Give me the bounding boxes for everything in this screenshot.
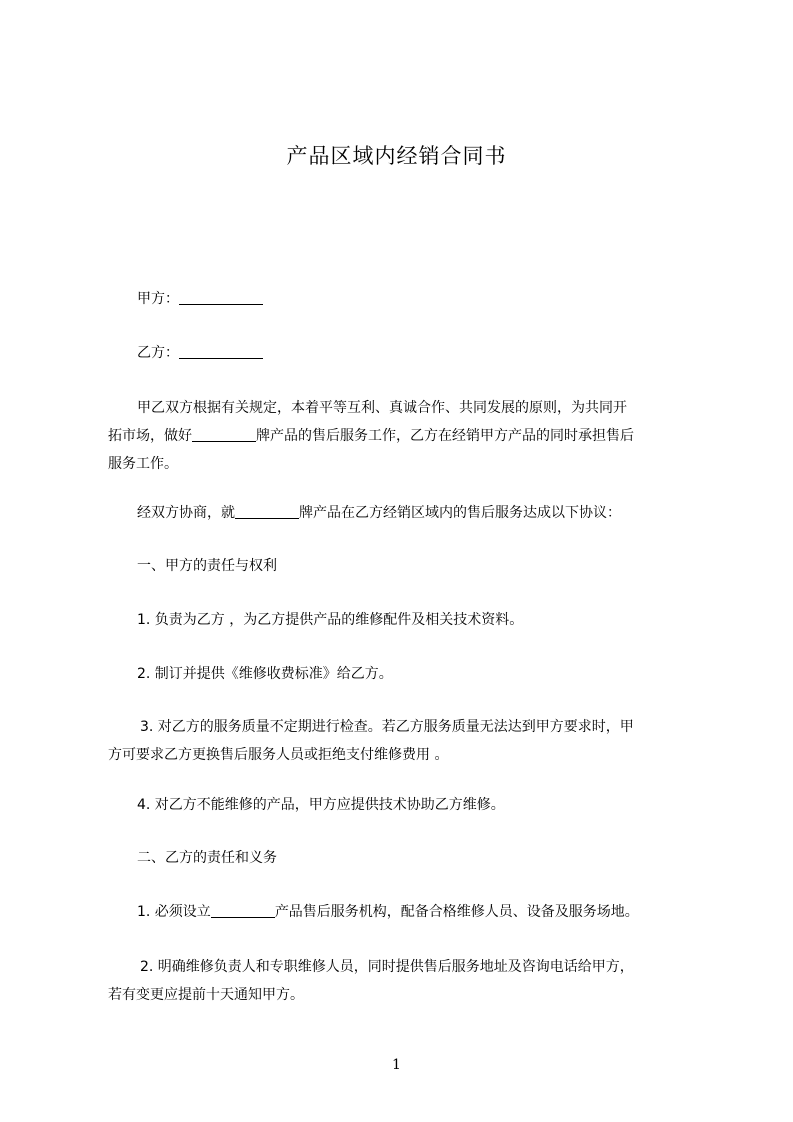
- party-b-item-1-suffix: 产品售后服务机构，配备合格维修人员、设备及服务场地。: [274, 904, 639, 920]
- party-a-label: 甲方：: [137, 291, 179, 307]
- party-b-line: [137, 338, 263, 369]
- intro-line-2: [108, 421, 634, 452]
- document-title: 产品区域内经销合同书: [286, 144, 507, 168]
- party-b-label: 乙方：: [137, 345, 179, 361]
- intro-line-2-suffix: 牌产品的售后服务工作，乙方在经销甲方产品的同时承担售后: [256, 428, 634, 444]
- brand-blank-2: [235, 502, 299, 519]
- intro-line-3: 服务工作。: [108, 456, 178, 472]
- intro-line-1: 甲乙双方根据有关规定，本着平等互利、真诚合作、共同发展的原则，为共同开: [137, 400, 627, 416]
- party-b-item-2-line-1: 2. 明确维修负责人和专职维修人员，同时提供售后服务地址及咨询电话给甲方，: [140, 959, 634, 975]
- brand-blank-1: [192, 425, 256, 442]
- party-a-item-1: 1. 负责为乙方 ，为乙方提供产品的维修配件及相关技术资料。: [137, 612, 524, 628]
- agreement-prefix: 经双方协商，就: [137, 505, 235, 521]
- party-a-item-3-line-1: 3. 对乙方的服务质量不定期进行检查。若乙方服务质量无法达到甲方要求时，甲: [140, 719, 634, 735]
- brand-blank-3: [211, 901, 275, 918]
- section-1-heading: 一、甲方的责任与权利: [137, 558, 277, 574]
- agreement-suffix: 牌产品在乙方经销区域内的售后服务达成以下协议：: [299, 505, 621, 521]
- party-b-blank: [179, 342, 263, 359]
- intro-line-2-prefix: 拓市场，做好: [108, 428, 192, 444]
- party-a-item-3-line-2: 方可要求乙方更换售后服务人员或拒绝支付维修费用 。: [108, 747, 449, 763]
- party-b-item-1-prefix: 1. 必须设立: [137, 904, 211, 920]
- party-a-item-4: 4. 对乙方不能维修的产品，甲方应提供技术协助乙方维修。: [137, 797, 505, 813]
- party-a-line: [137, 284, 263, 315]
- party-a-item-2: 2. 制订并提供《维修收费标准》给乙方。: [137, 666, 393, 682]
- party-b-item-1: [137, 897, 639, 928]
- page-number: 1: [392, 1057, 401, 1073]
- section-2-heading: 二、乙方的责任和义务: [137, 850, 277, 866]
- agreement-line: [137, 498, 621, 529]
- party-a-blank: [179, 288, 263, 305]
- party-b-item-2-line-2: 若有变更应提前十天通知甲方。: [108, 987, 304, 1003]
